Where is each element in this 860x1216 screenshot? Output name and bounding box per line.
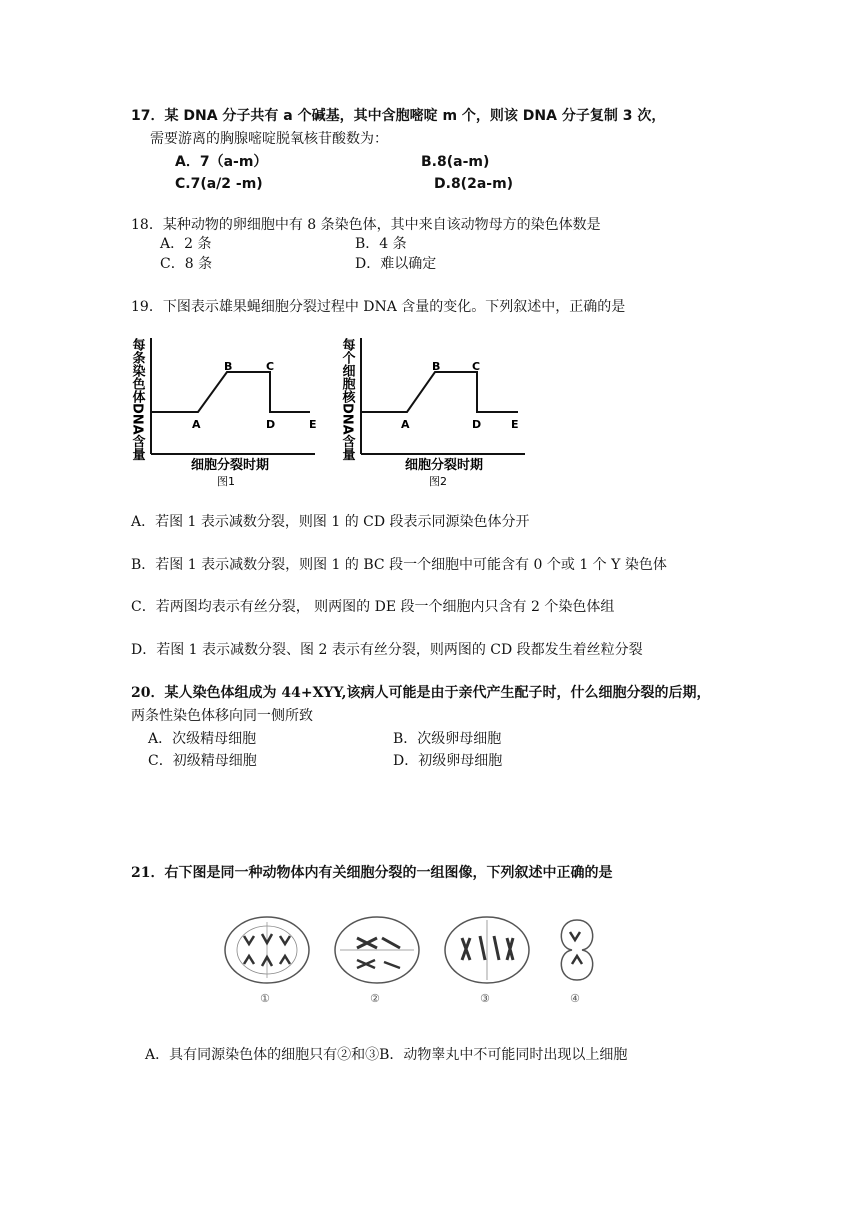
fig1-point-b: B [224,360,233,373]
cell-1 [225,917,309,983]
q18-option-b: B．4 条 [355,236,407,252]
cell-3 [445,917,529,983]
q20-option-c: C．初级精母细胞 [148,753,257,769]
q19-figures [125,330,525,490]
q18-option-a: A．2 条 [160,236,212,252]
figure-1 [130,337,317,488]
fig2-point-c: C [472,360,481,373]
q18-option-c: C．8 条 [160,256,213,272]
fig2-point-e: E [511,418,519,431]
fig2-point-b: B [432,360,441,373]
fig1-curve [151,372,310,412]
fig2-point-d: D [472,418,482,431]
cell-label-4: ④ [570,992,580,1005]
q21-stem: 21．右下图是同一种动物体内有关细胞分裂的一组图像，下列叙述中正确的是 [131,865,613,881]
fig2-curve [361,372,518,412]
q17-stem-line2: 需要游离的胸腺嘧啶脱氧核苷酸数为： [150,131,388,147]
q19-option-a: A．若图 1 表示减数分裂，则图 1 的 CD 段表示同源染色体分开 [131,514,530,530]
cell-label-2: ② [370,992,380,1005]
q19-option-c: C．若两图均表示有丝分裂， 则两图的 DE 段一个细胞内只含有 2 个染色体组 [131,599,615,615]
q21-cell-images [222,908,642,1008]
q20-option-b: B．次级卵母细胞 [393,731,502,747]
q17-option-b: B.8(a-m) [421,154,490,170]
q20-stem-line1: 20．某人染色体组成为 44+XYY,该病人可能是由于亲代产生配子时，什么细胞分裂的后期， [131,685,711,701]
q17-option-a: A．7（a-m） [175,154,268,170]
fig1-point-c: C [266,360,275,373]
q20-option-a: A．次级精母细胞 [148,731,257,747]
q20-stem-line2: 两条性染色体移向同一侧所致 [131,708,313,724]
q19-option-b: B．若图 1 表示减数分裂，则图 1 的 BC 段一个细胞中可能含有 0 个或 1 个 Y 染色体 [131,557,667,573]
fig1-caption: 图1 [217,475,235,488]
fig2-caption: 图2 [429,475,447,488]
q19-option-d: D．若图 1 表示减数分裂、图 2 表示有丝分裂，则两图的 CD 段都发生着丝粒分裂 [131,642,643,658]
fig1-point-a: A [192,418,201,431]
cell-label-3: ③ [480,992,490,1005]
cell-label-1: ① [260,992,270,1005]
q19-stem: 19．下图表示雄果蝇细胞分裂过程中 DNA 含量的变化。下列叙述中，正确的是 [131,299,626,315]
q20-option-d: D．初级卵母细胞 [393,753,503,769]
cell-2 [335,917,419,983]
fig2-point-a: A [401,418,410,431]
fig1-xlabel: 细胞分裂时期 [191,458,270,473]
cell-4 [561,920,592,980]
q18-option-d: D．难以确定 [355,256,437,272]
q17-option-d: D.8(2a-m) [434,176,514,192]
q18-stem: 18．某种动物的卵细胞中有 8 条染色体，其中来自该动物母方的染色体数是 [131,217,601,233]
q17-option-c: C.7(a/2 -m) [175,176,263,192]
q17-stem-line1: 17．某 DNA 分子共有 a 个碱基，其中含胞嘧啶 m 个，则该 DNA 分子复制 3 次， [131,108,666,124]
q21-options-line: A．具有同源染色体的细胞只有②和③B．动物睾丸中不可能同时出现以上细胞 [145,1047,628,1063]
fig1-point-e: E [309,418,317,431]
fig1-ylabel: 每条染色体DNA含量 [129,338,145,461]
fig1-point-d: D [266,418,276,431]
fig2-xlabel: 细胞分裂时期 [405,458,484,473]
figure-2 [340,337,526,488]
fig2-ylabel: 每个细胞核DNA含量 [339,338,355,461]
